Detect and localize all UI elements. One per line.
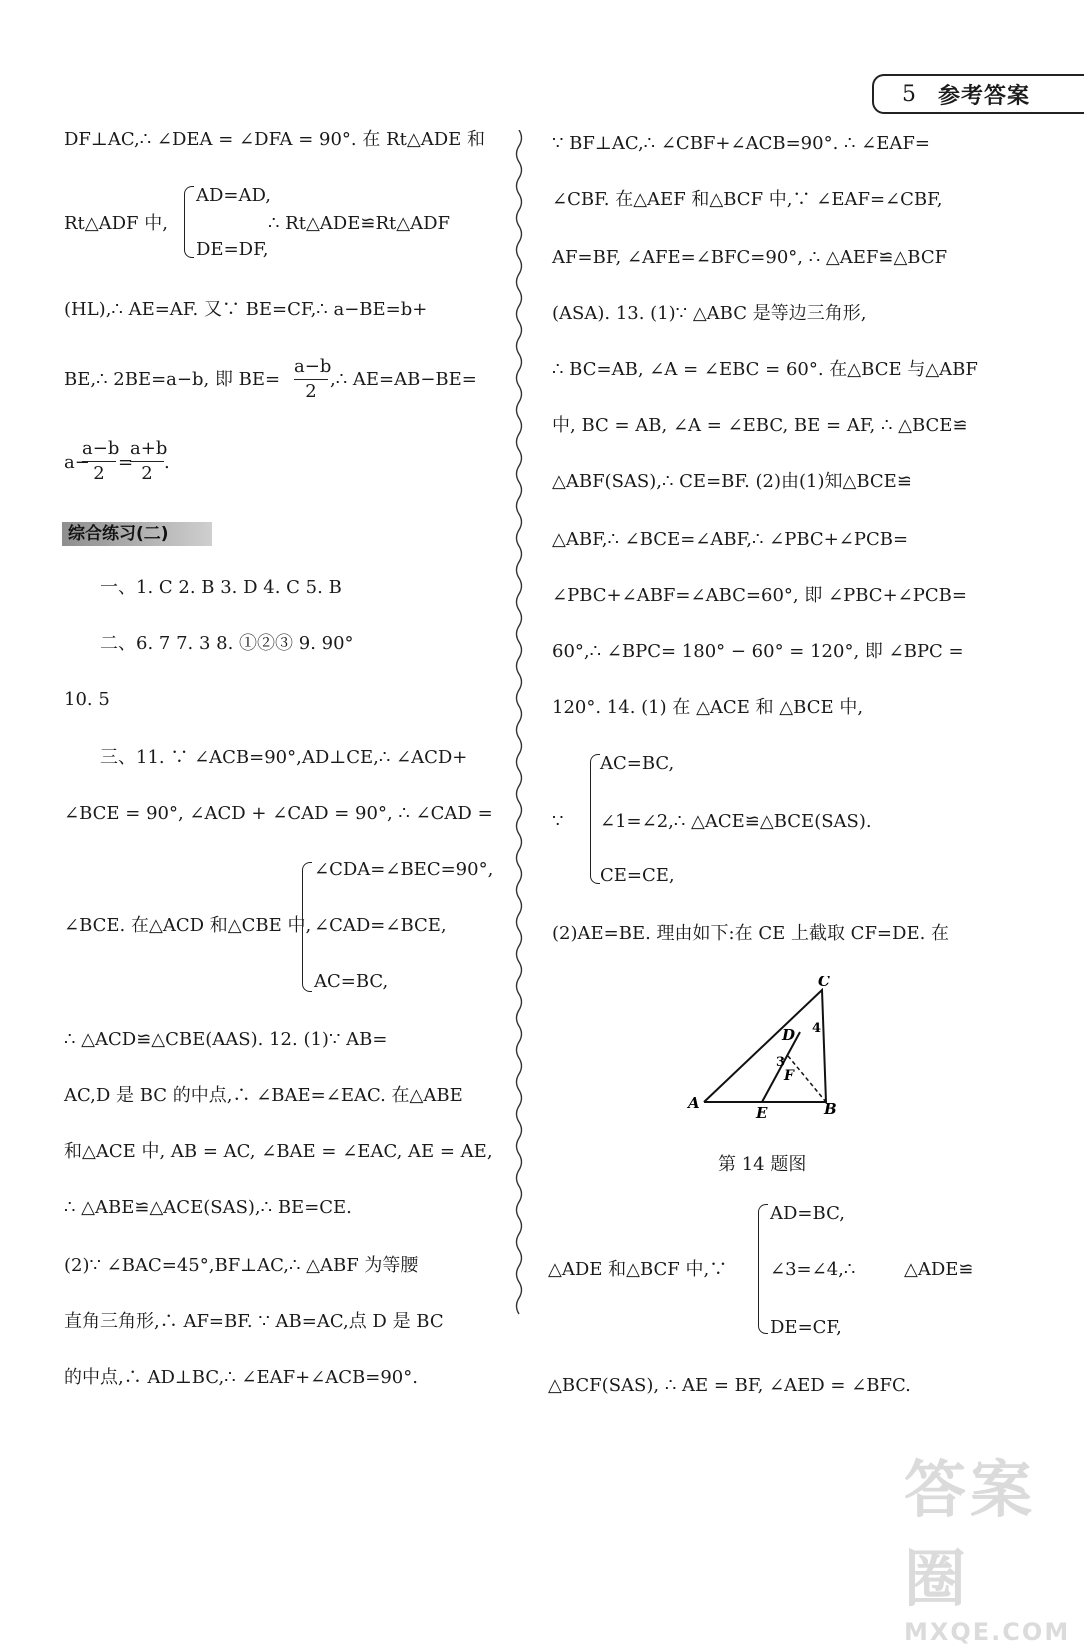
right-line-3: AF=BF, ∠AFE=∠BFC=90°, ∴ △AEF≌△BCF [552,247,948,268]
q11-line-3-prefix: ∠BCE. 在△ACD 和△CBE 中, [64,915,312,936]
watermark-text: 答案圈 [904,1453,1037,1615]
q12-line-4: ∴ △ABE≌△ACE(SAS),∴ BE=CE. [64,1197,352,1218]
q12-line-2: AC,D 是 BC 的中点,∴ ∠BAE=∠EAC. 在△ABE [64,1085,463,1106]
right-line-4: (ASA). 13. (1)∵ △ABC 是等边三角形, [552,303,867,324]
fraction-numerator: a+b [130,438,168,459]
system-eq-1: AD=BC, [770,1203,845,1224]
system-brace [184,186,194,258]
system-eq-1: ∠CDA=∠BEC=90°, [314,859,494,880]
fraction-denominator: 2 [305,381,317,402]
right-line-2: ∠CBF. 在△AEF 和△BCF 中,∵ ∠EAF=∠CBF, [552,189,943,210]
fraction-denominator: 2 [93,463,105,484]
q12-line-3: 和△ACE 中, AB = AC, ∠BAE = ∠EAC, AE = AE, [64,1141,493,1162]
right-line-11: 120°. 14. (1) 在 △ACE 和 △BCE 中, [552,697,864,718]
left-line-5-prefix: a− [64,452,90,473]
label-B: B [824,1100,837,1118]
system-eq-3: AC=BC, [314,971,389,992]
q12-line-1: ∴ △ACD≌△CBE(AAS). 12. (1)∵ AB= [64,1029,388,1050]
right-line-14-suffix: △ADE≌ [904,1259,974,1280]
fraction-numerator: a−b [294,356,332,377]
right-line-15: △BCF(SAS), ∴ AE = BF, ∠AED = ∠BFC. [548,1375,911,1396]
page-number: 5 [902,81,916,107]
section-heading: 综合练习(二) [62,522,212,546]
right-line-8: △ABF,∴ ∠BCE=∠ABF,∴ ∠PBC+∠PCB= [552,529,909,550]
label-D: D [782,1026,796,1044]
fraction-denominator: 2 [141,463,153,484]
q12-line-5: (2)∵ ∠BAC=45°,BF⊥AC,∴ △ABF 为等腰 [64,1255,419,1276]
system-brace [590,754,600,884]
figure-caption: 第 14 题图 [718,1154,807,1175]
system-eq-2: DE=DF, [196,239,269,260]
answers-part-2-cont: 10. 5 [64,689,110,710]
right-line-13: (2)AE=BE. 理由如下:在 CE 上截取 CF=DE. 在 [552,923,950,944]
right-line-5: ∴ BC=AB, ∠A = ∠EBC = 60°. 在△BCE 与△ABF [552,359,978,380]
answers-part-1: 一、1. C 2. B 3. D 4. C 5. B [100,577,342,598]
left-line-4-suffix: ,∴ AE=AB−BE= [330,369,477,390]
label-C: C [818,976,830,990]
fraction-a-minus-b [294,356,332,403]
fraction-a-plus-b [130,438,168,485]
system-eq-2: ∠CAD=∠BCE, [314,915,447,936]
right-line-12-prefix: ∵ [552,811,564,832]
right-line-6: 中, BC = AB, ∠A = ∠EBC, BE = AF, ∴ △BCE≌ [552,415,968,436]
column-divider [512,130,526,1420]
left-line-1: DF⊥AC,∴ ∠DEA = ∠DFA = 90°. 在 Rt△ADE 和 [64,129,486,150]
q12-line-6: 直角三角形,∴ AF=BF. ∵ AB=AC,点 D 是 BC [64,1311,444,1332]
label-A: A [688,1094,700,1112]
system-eq-2: ∠3=∠4,∴ [770,1259,856,1280]
page-header-tab [872,74,1084,114]
system-eq-2: ∠1=∠2,∴ △ACE≌△BCE(SAS). [600,811,872,832]
right-line-14-prefix: △ADE 和△BCF 中,∵ [548,1259,728,1280]
system-eq-3: DE=CF, [770,1317,842,1338]
answers-part-2: 二、6. 7 7. 3 8. ①②③ 9. 90° [100,633,354,654]
q12-line-7: 的中点,∴ AD⊥BC,∴ ∠EAF+∠ACB=90°. [64,1367,418,1388]
system-brace [302,862,312,992]
system-brace [758,1204,768,1334]
right-line-7: △ABF(SAS),∴ CE=BF. (2)由(1)知△BCE≌ [552,471,912,492]
left-line-2-suffix: ∴ Rt△ADE≌Rt△ADF [268,213,451,234]
left-line-4-prefix: BE,∴ 2BE=a−b, 即 BE= [64,369,281,390]
watermark [904,1440,1084,1646]
system-eq-1: AD=AD, [196,185,272,206]
right-line-10: 60°,∴ ∠BPC= 180° − 60° = 120°, 即 ∠BPC = [552,641,964,662]
right-line-1: ∵ BF⊥AC,∴ ∠CBF+∠ACB=90°. ∴ ∠EAF= [552,133,930,154]
triangle-figure [680,976,850,1126]
label-E: E [756,1104,768,1122]
equals-sign: = [118,452,134,473]
period: . [164,452,170,473]
q11-line-2: ∠BCE = 90°, ∠ACD + ∠CAD = 90°, ∴ ∠CAD = [64,803,493,824]
left-line-3: (HL),∴ AE=AF. 又∵ BE=CF,∴ a−BE=b+ [64,299,428,320]
right-line-9: ∠PBC+∠ABF=∠ABC=60°, 即 ∠PBC+∠PCB= [552,585,967,606]
page-title: 参考答案 [938,83,1031,109]
system-eq-1: AC=BC, [600,753,675,774]
angle-3-label: 3 [776,1055,786,1070]
fraction-numerator: a−b [82,438,120,459]
angle-4-label: 4 [812,1021,822,1036]
label-F: F [784,1068,794,1084]
fraction-a-minus-b-2 [82,438,120,485]
watermark-url: MXQE.COM [904,1618,1071,1646]
q11-line-1: 三、11. ∵ ∠ACB=90°,AD⊥CE,∴ ∠ACD+ [100,747,468,768]
system-eq-3: CE=CE, [600,865,675,886]
left-line-2-prefix: Rt△ADF 中, [64,213,168,234]
